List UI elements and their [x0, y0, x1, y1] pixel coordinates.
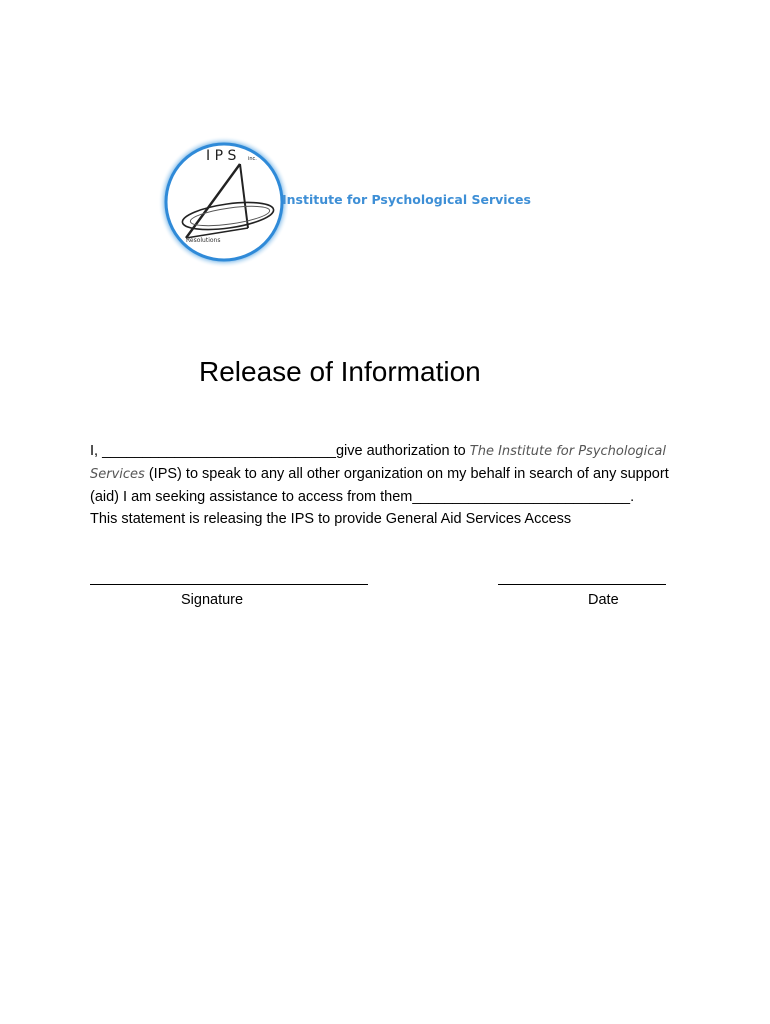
- authorization-statement: [90, 440, 700, 530]
- statement-line-3: (aid) I am seeking assistance to access from them___________________________.: [90, 489, 635, 505]
- statement-line-2: [90, 463, 700, 486]
- logo-org-name: Institute for Psychological Services: [282, 192, 531, 207]
- logo-mark-text: I P S: [206, 148, 237, 164]
- signature-line[interactable]: [90, 584, 368, 585]
- date-label: Date: [588, 592, 619, 608]
- statement-line-4: This statement is releasing the IPS to provide General Aid Services Access: [90, 511, 572, 527]
- logo-mark-suffix: inc.: [248, 156, 257, 162]
- document-title: Release of Information: [199, 356, 481, 387]
- statement-line-2-text: (IPS) to speak to any all other organization on my behalf in search of any support: [144, 466, 669, 482]
- org-name-part-2: Services: [90, 467, 145, 482]
- statement-line-1-text: I, _____________________________give authorization to: [90, 443, 470, 459]
- signature-label: Signature: [181, 592, 244, 608]
- logo-ring-text: Resolutions: [186, 237, 221, 244]
- statement-line-1: [90, 440, 700, 463]
- date-line[interactable]: [498, 584, 666, 585]
- org-name-part-1: The Institute for Psychological: [469, 444, 667, 459]
- ips-logo: [158, 136, 558, 272]
- ips-logo-mark: [158, 136, 288, 272]
